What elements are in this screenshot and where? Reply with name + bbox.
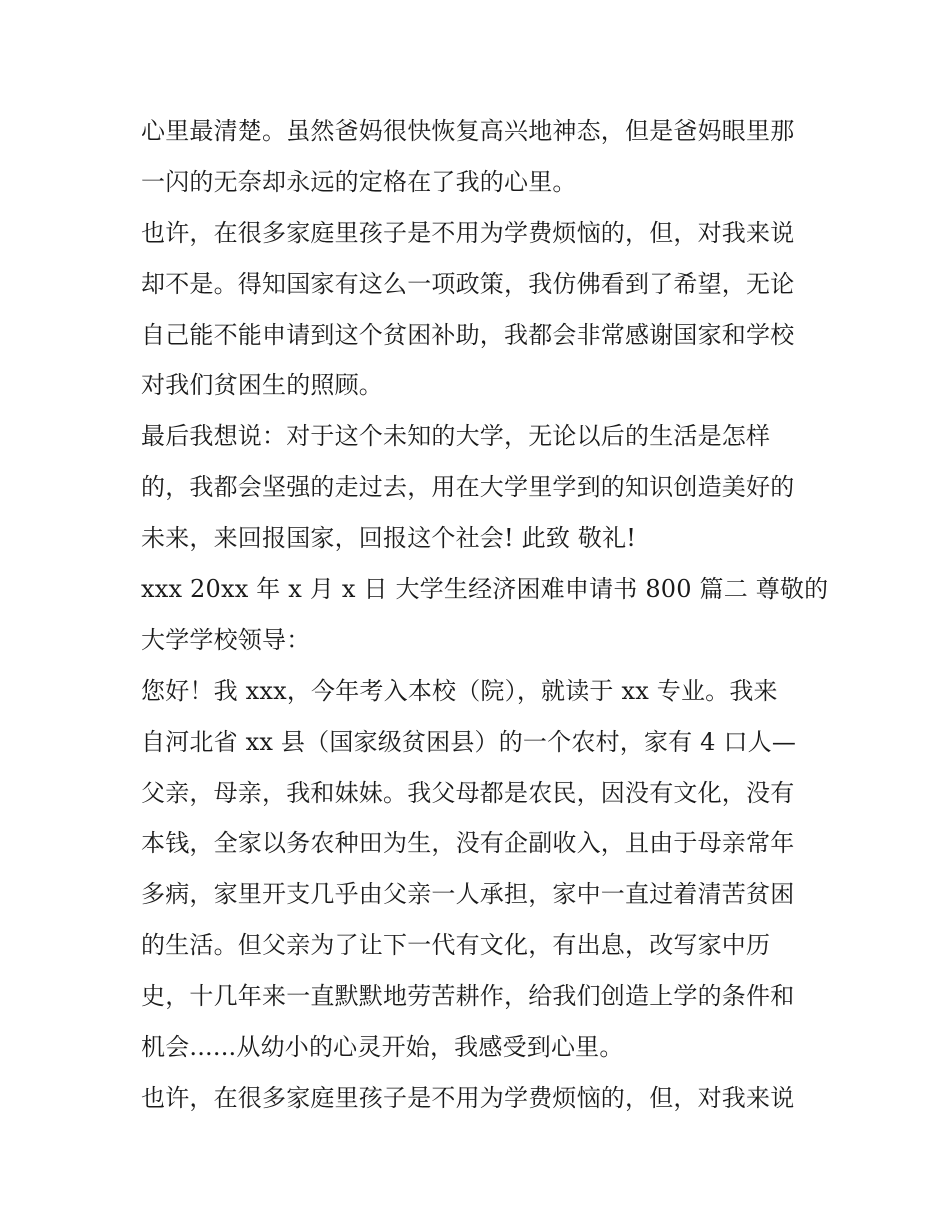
text-line: 机会......从幼小的心灵开始，我感受到心里。: [141, 1033, 624, 1062]
text-line: 对我们贫困生的照顾。: [141, 371, 383, 400]
text-line: 自己能不能申请到这个贫困补助，我都会非常感谢国家和学校: [141, 320, 795, 349]
text-line: 的，我都会坚强的走过去，用在大学里学到的知识创造美好的: [141, 473, 795, 502]
text-line: xxx 20xx 年 x 月 x 日 大学生经济困难申请书 800 篇二 尊敬的: [141, 575, 829, 604]
text-line: 最后我想说：对于这个未知的大学，无论以后的生活是怎样: [141, 422, 771, 451]
text-line: 的生活。但父亲为了让下一代有文化，有出息，改写家中历: [141, 931, 771, 960]
text-line: 大学学校领导：: [141, 625, 311, 654]
text-line: 心里最清楚。虽然爸妈很快恢复高兴地神态，但是爸妈眼里那: [141, 117, 795, 145]
text-line: 多病，家里开支几乎由父亲一人承担，家中一直过着清苦贫困: [141, 880, 795, 909]
text-line: 史，十几年来一直默默地劳苦耕作，给我们创造上学的条件和: [141, 982, 795, 1011]
text-line: 您好！我 xxx，今年考入本校（院），就读于 xx 专业。我来: [141, 676, 778, 705]
text-line: 一闪的无奈却永远的定格在了我的心里。: [141, 167, 577, 196]
text-line: 也许，在很多家庭里孩子是不用为学费烦恼的，但，对我来说: [141, 1083, 795, 1112]
text-line: 也许，在很多家庭里孩子是不用为学费烦恼的，但，对我来说: [141, 218, 795, 247]
text-line: 父亲，母亲，我和妹妹。我父母都是农民，因没有文化，没有: [141, 778, 795, 807]
text-line: 本钱，全家以务农种田为生，没有企副收入，且由于母亲常年: [141, 829, 795, 858]
text-line: 未来，来回报国家，回报这个社会! 此致 敬礼!: [141, 524, 637, 553]
text-line: 却不是。得知国家有这么一项政策，我仿佛看到了希望，无论: [141, 269, 795, 298]
text-line: 自河北省 xx 县（国家级贫困县）的一个农村，家有 4 口人—: [141, 727, 797, 756]
document-body: [141, 106, 829, 1124]
